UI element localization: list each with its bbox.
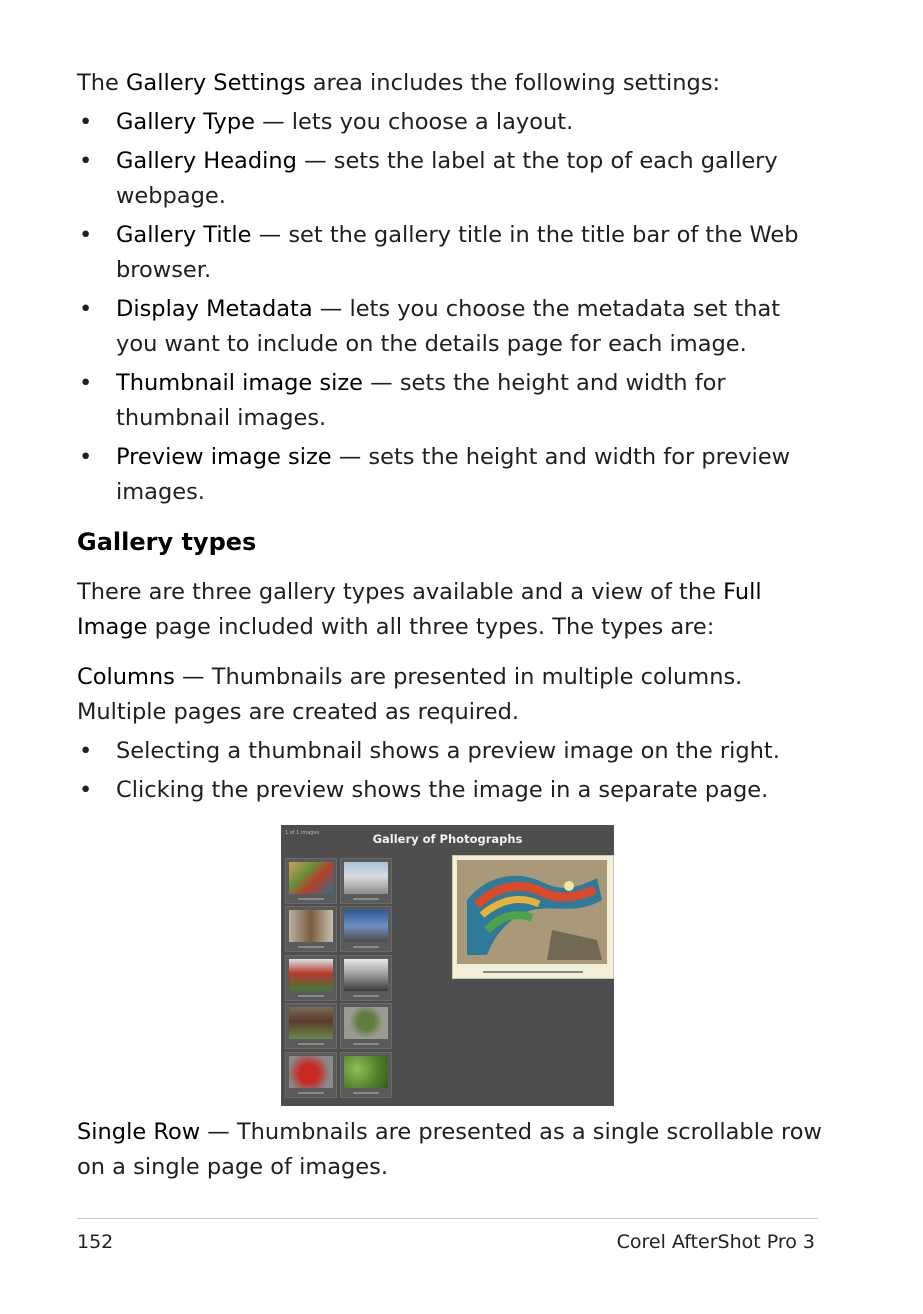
setting-term: Preview image size [116,444,332,470]
setting-term: Gallery Title [116,222,252,248]
bullet-icon: • [79,296,93,322]
bullet-icon: • [79,370,93,396]
list-item [77,366,827,436]
setting-desc: — sets the height and width for preview images. [116,444,791,505]
columns-term: Columns [77,664,175,690]
columns-paragraph [77,660,827,730]
thumbnail-archway [285,906,337,952]
list-item [77,218,827,288]
setting-desc: — lets you choose a layout. [254,109,574,135]
setting-desc: — sets the height and width for thumbnail images. [116,370,726,431]
columns-bullet-text: Selecting a thumbnail shows a preview image on the right. [116,738,780,764]
footer-product-name: Corel AfterShot Pro 3 [616,1231,815,1253]
page-number: 152 [77,1231,114,1253]
thumbnail-pavilion [285,955,337,1001]
setting-term: Gallery Heading [116,148,297,174]
list-item [77,105,827,140]
setting-desc: — lets you choose the metadata set that you want to include on the details page for each image. [116,296,781,357]
figure-page-tag: 1 of 1 images [285,830,320,836]
settings-list [77,105,827,514]
bullet-icon: • [79,222,93,248]
thumbnail-dragon [285,858,337,904]
thumbnail-rooftop [340,955,392,1001]
list-item [77,144,827,214]
single-row-term: Single Row [77,1119,201,1145]
thumbnail-garden [285,1003,337,1049]
intro-paragraph [77,66,827,101]
preview-image-panel [452,855,614,979]
setting-term: Gallery Type [116,109,255,135]
thumbnail-lily-pads [340,1052,392,1098]
bullet-icon: • [79,738,93,764]
thumbnail-bonsai [340,1003,392,1049]
preview-caption-line [483,971,583,973]
types-intro-text: There are three gallery types available and a view of the [77,579,724,605]
thumbnail-red-flowers [285,1052,337,1098]
footer-divider [77,1218,818,1219]
types-intro-paragraph [77,575,827,645]
columns-bullet-text: Clicking the preview shows the image in a separate page. [116,777,769,803]
types-intro-text-end: page included with all three types. The types are: [147,614,715,640]
intro-text: The [77,70,126,96]
section-heading: Gallery types [77,528,257,556]
list-item [77,440,827,510]
preview-dragon-image [457,860,607,964]
columns-desc: — Thumbnails are presented in multiple columns. Multiple pages are created as required. [77,664,743,725]
intro-emphasis: Gallery Settings [126,70,306,96]
bullet-icon: • [79,444,93,470]
setting-term: Thumbnail image size [116,370,364,396]
bullet-icon: • [79,109,93,135]
columns-bullet-list [77,734,827,812]
setting-desc: — sets the label at the top of each gallery webpage. [116,148,778,209]
list-item [77,292,827,362]
gallery-screenshot-figure [281,825,614,1106]
thumbnail-palace [340,858,392,904]
intro-text-end: area includes the following settings: [305,70,721,96]
types-intro-emphasis: Full Image [77,579,762,640]
figure-gallery-title: Gallery of Photographs [372,832,523,846]
setting-term: Display Metadata [116,296,313,322]
single-row-desc: — Thumbnails are presented as a single scrollable row on a single page of images. [77,1119,822,1180]
thumbnail-temple [340,906,392,952]
list-item [77,773,827,808]
bullet-icon: • [79,148,93,174]
setting-desc: — set the gallery title in the title bar of the Web browser. [116,222,799,283]
single-row-paragraph [77,1115,827,1185]
list-item [77,734,827,769]
bullet-icon: • [79,777,93,803]
